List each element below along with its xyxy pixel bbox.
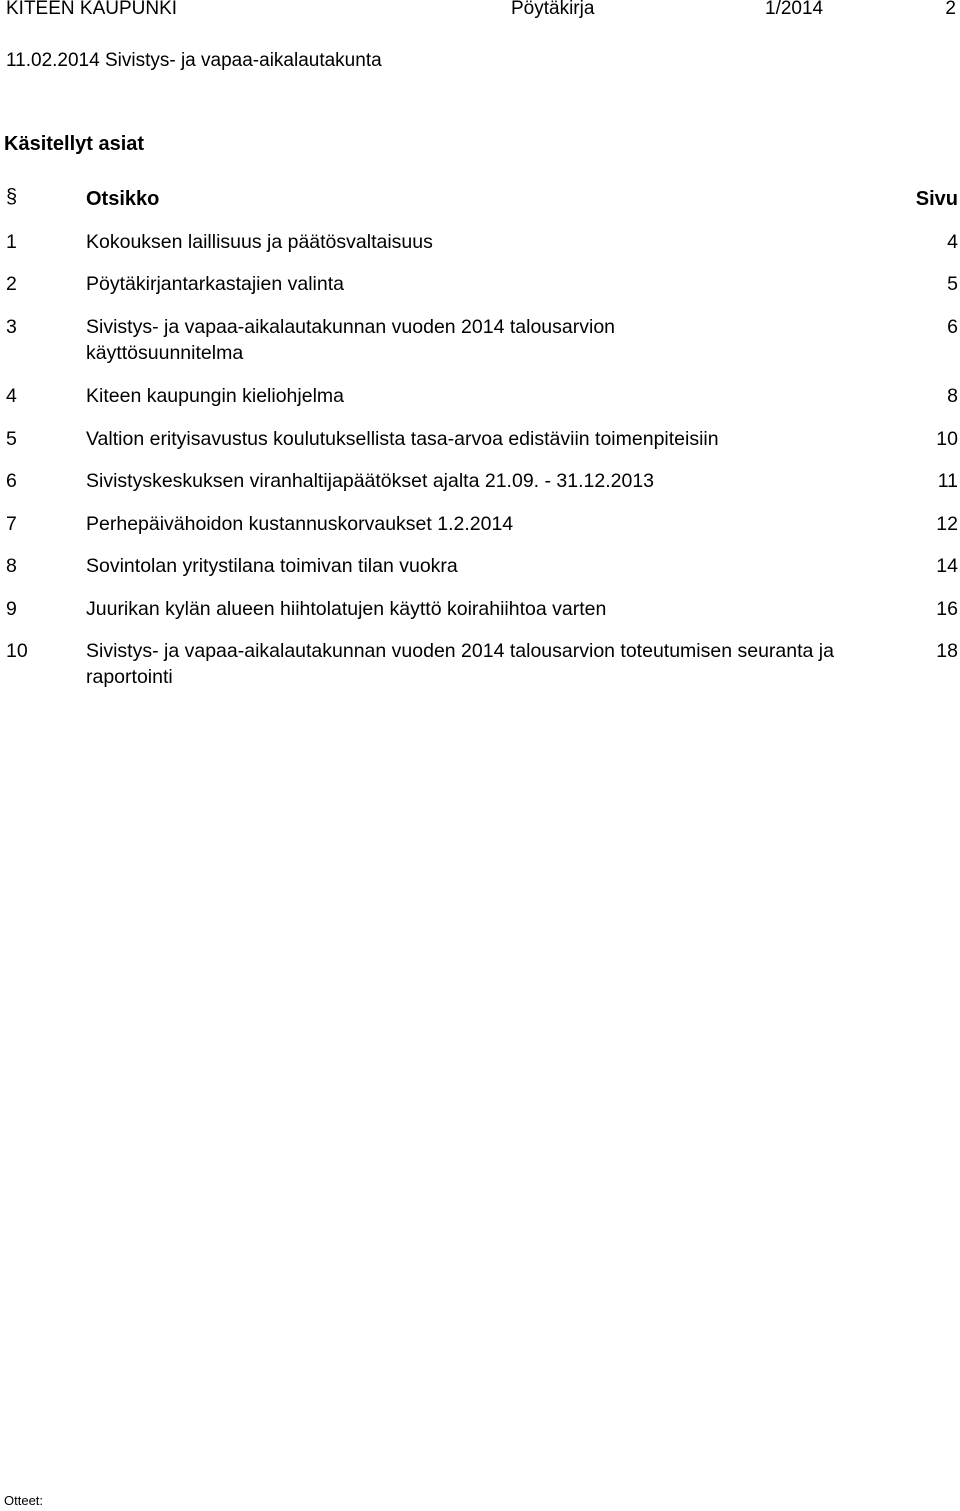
toc-row-number: 3 xyxy=(6,316,17,338)
section-sign-icon: § xyxy=(6,186,18,208)
toc-row-title: Sivistyskeskuksen viranhaltijapäätökset ajalta 21.09. - 31.12.2013 xyxy=(86,470,655,492)
page-header xyxy=(0,0,960,22)
toc-row-title: Perhepäivähoidon kustannuskorvaukset 1.2.2014 xyxy=(86,513,514,535)
toc-row-number: 1 xyxy=(6,231,17,253)
toc-row-page: 10 xyxy=(936,428,958,450)
toc-row-title: Sivistys- ja vapaa-aikalautakunnan vuoden 2014 talousarvion käyttösuunnitelma xyxy=(86,316,616,364)
toc-row-page: 16 xyxy=(936,598,958,620)
toc-row-page: 4 xyxy=(947,231,958,253)
toc-table xyxy=(0,186,960,688)
toc-row-number: 4 xyxy=(6,385,17,407)
toc-row-title: Pöytäkirjantarkastajien valinta xyxy=(86,273,344,295)
page-number: 2 xyxy=(945,0,956,19)
toc-row-title: Juurikan kylän alueen hiihtolatujen käyttö koirahiihtoa varten xyxy=(86,598,607,620)
excerpts-label: Otteet: xyxy=(4,1493,44,1508)
toc-row-number: 8 xyxy=(6,555,17,577)
toc-row-title: Kiteen kaupungin kieliohjelma xyxy=(86,385,345,407)
toc-row-title: Kokouksen laillisuus ja päätösvaltaisuus xyxy=(86,231,433,253)
toc-row-title: Sivistys- ja vapaa-aikalautakunnan vuoden 2014 talousarvion toteutumisen seuranta ja raportointi xyxy=(86,640,834,688)
toc-row-page: 14 xyxy=(936,555,958,577)
toc-row-page: 12 xyxy=(936,513,958,535)
toc-row-number: 7 xyxy=(6,513,17,535)
toc-row-page: 18 xyxy=(936,640,958,662)
toc-row-page: 8 xyxy=(947,385,958,407)
toc-row-number: 9 xyxy=(6,598,17,620)
document-type: Pöytäkirja xyxy=(511,0,595,19)
document-number: 1/2014 xyxy=(765,0,824,19)
section-title: Käsitellyt asiat xyxy=(4,133,145,155)
toc-row-title: Valtion erityisavustus koulutuksellista tasa-arvoa edistäviin toimenpiteisiin xyxy=(86,428,719,450)
organization-name: KITEEN KAUPUNKI xyxy=(6,0,178,19)
toc-row-page: 5 xyxy=(947,273,958,295)
toc-row-number: 5 xyxy=(6,428,17,450)
toc-header xyxy=(0,186,960,216)
toc-row-page: 11 xyxy=(937,470,958,492)
toc-row-number: 2 xyxy=(6,273,17,295)
toc-column-title: Otsikko xyxy=(86,188,160,210)
toc-row-title: Sovintolan yritystilana toimivan tilan vuokra xyxy=(86,555,458,577)
toc-column-page: Sivu xyxy=(915,188,958,210)
toc-row-number: 6 xyxy=(6,470,17,492)
meeting-info: 11.02.2014 Sivistys- ja vapaa-aikalautakunta xyxy=(6,50,382,71)
toc-row-page: 6 xyxy=(947,316,958,338)
toc-row-number: 10 xyxy=(6,640,28,662)
